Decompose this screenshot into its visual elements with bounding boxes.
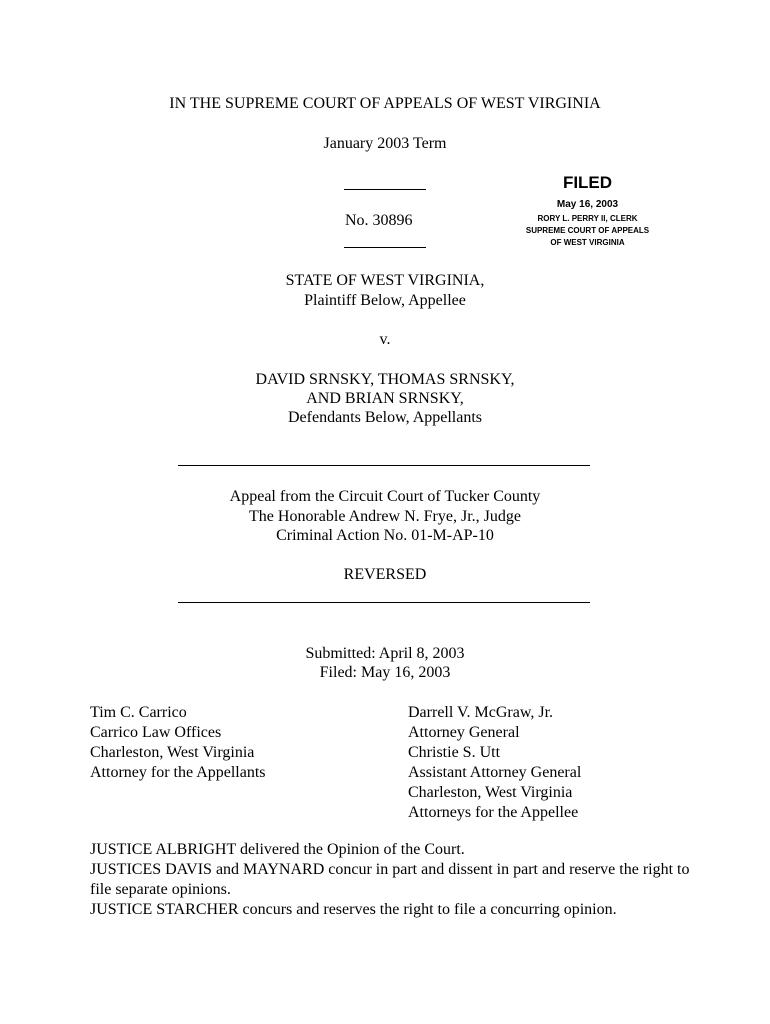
justice-line: JUSTICES DAVIS and MAYNARD concur in part and dissent in part and reserve the right to file separate opinions. [90, 861, 690, 898]
court-title: IN THE SUPREME COURT OF APPEALS OF WEST VIRGINIA [169, 95, 601, 112]
justice-line: JUSTICE STARCHER concurs and reserves the right to file a concurring opinion. [90, 901, 617, 918]
case-number-rule-top [344, 189, 426, 190]
justices-block [90, 840, 690, 920]
counsel-appellants-line: Carrico Law Offices [90, 724, 222, 741]
filed-stamp-title: FILED [562, 173, 613, 192]
defendants-line1: DAVID SRNSKY, THOMAS SRNSKY, [255, 371, 515, 388]
counsel-appellee-line: Assistant Attorney General [408, 764, 582, 781]
defendants-line2: AND BRIAN SRNSKY, [306, 390, 464, 407]
plaintiff-name: STATE OF WEST VIRGINIA, [285, 272, 485, 289]
divider-bottom [178, 602, 590, 603]
appeal-line2: The Honorable Andrew N. Frye, Jr., Judge [249, 508, 521, 525]
counsel-appellants-line: Charleston, West Virginia [90, 744, 255, 761]
counsel-appellee-line: Attorneys for the Appellee [408, 804, 579, 821]
case-number-rule-bottom [344, 247, 426, 248]
counsel-appellants-line: Tim C. Carrico [90, 704, 187, 721]
submitted-date: Submitted: April 8, 2003 [305, 645, 465, 662]
counsel-appellee-line: Charleston, West Virginia [408, 784, 573, 801]
disposition: REVERSED [343, 566, 427, 583]
term: January 2003 Term [323, 135, 447, 152]
justice-line: JUSTICE ALBRIGHT delivered the Opinion of the Court. [90, 841, 465, 858]
filed-stamp-court-line1: SUPREME COURT OF APPEALS [525, 226, 650, 235]
counsel-appellants [90, 703, 266, 783]
filed-stamp-court-line2: OF WEST VIRGINIA [550, 238, 625, 247]
filed-stamp [505, 172, 670, 249]
appeal-line1: Appeal from the Circuit Court of Tucker County [229, 488, 541, 505]
case-number: No. 30896 [345, 212, 413, 229]
counsel-appellee [408, 703, 581, 823]
filed-stamp-date: May 16, 2003 [556, 199, 619, 210]
counsel-appellee-line: Darrell V. McGraw, Jr. [408, 704, 554, 721]
filed-stamp-clerk: RORY L. PERRY II, CLERK [537, 214, 638, 223]
counsel-appellants-line: Attorney for the Appellants [90, 764, 266, 781]
appeal-line3: Criminal Action No. 01-M-AP-10 [276, 527, 494, 544]
divider-top [178, 465, 590, 466]
counsel-appellee-line: Attorney General [408, 724, 520, 741]
counsel-appellee-line: Christie S. Utt [408, 744, 501, 761]
versus: v. [379, 331, 391, 348]
defendants-role: Defendants Below, Appellants [287, 409, 483, 426]
filed-date: Filed: May 16, 2003 [319, 664, 451, 681]
plaintiff-role: Plaintiff Below, Appellee [304, 292, 466, 309]
